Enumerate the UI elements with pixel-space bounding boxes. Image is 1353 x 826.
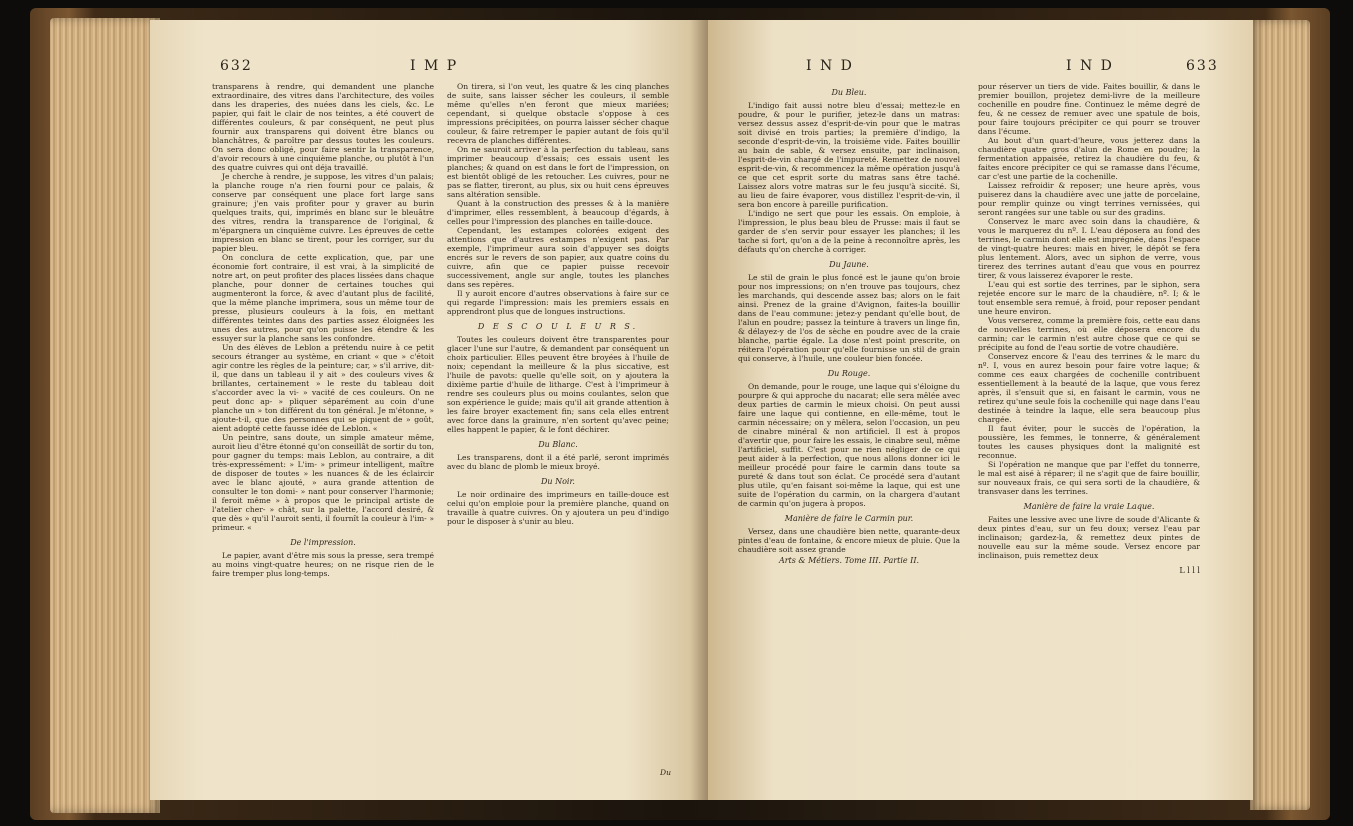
paragraph: Quant à la construction des presses & à la manière d'imprimer, elles ressemblent, à beaucoup d'égards, à celles pour l'impression des planches en taille-douce. [447, 199, 669, 226]
paragraph: Le noir ordinaire des imprimeurs en taille-douce est celui qu'on emploie pour la première planche, quand on travaille à quatre cuivres. On y ajoutera un peu d'indigo pour le disposer à s'unir au bleu. [447, 490, 669, 526]
signature-mark: L l l l [1179, 566, 1200, 575]
paragraph: Le stil de grain le plus foncé est le jaune qu'on broie pour nos impressions; on n'en trouve pas toujours, chez les marchands, qui descende assez bas; alors on le fait ainsi. Prenez de la graine d'Avignon, faites-la bouillir dans de l'eau commune: jetez-y pendant qu'elle bout, de l'alun en poudre; passez la teinture à travers un linge fin, & délayez-y de l'os de sèche en poudre avec de la craie blanche, partie égale. La dose n'est point prescrite, on réitera l'opération pour qu'elle fournisse un stil de grain qui conserve, à l'huile, une couleur bien foncée. [738, 273, 960, 363]
paragraph: Un peintre, sans doute, un simple amateur même, auroit lieu d'être étonné qu'on conseillât de sortir du ton, pour gagner du temps: mais Leblon, au contraire, a dit très-expressément: » L'im- » primeur intelligent, maître de disposer de toutes » les nuances & de les éclaircir avec le blanc ajouté, » aura grande attention de consulter le ton domi- » nant pour conserver l'harmonie; il feroit même » à propos que le principal artiste de l'atelier cher- » chât, sur la palette, l'accord desiré, & que dès » qu'il l'auroit senti, il fournît la couleur à l'im- » primeur. « [212, 433, 434, 532]
paragraph: Je cherche à rendre, je suppose, les vitres d'un palais; la planche rouge n'a rien fourni pour ce palais, & conserve par conséquent une place fort large sans grainure; j'en vais profiter pour y graver au burin quelques traits, qui, imprimés en blanc sur le bleuâtre des vitres, rendra la transparence de l'original, & m'épargnera un cinquième cuivre. Les épreuves de cette impression en blanc se tirent, pour les corriger, sur du papier bleu. [212, 172, 434, 253]
paragraph: Au bout d'un quart-d'heure, vous jetterez dans la chaudière quatre gros d'alun de Rome en poudre; la fermentation appaisée, retirez la chaudière du feu, & faites encore précipiter ce qui se ramasse dans l'écume, car c'est une partie de la cochenille. [978, 136, 1200, 181]
section-heading: Du Jaune. [829, 260, 869, 269]
section-heading: Du Noir. [541, 477, 575, 486]
running-head-right-left: I N D [806, 58, 854, 74]
left-column-2 [447, 82, 669, 526]
paragraph: pour réserver un tiers de vide. Faites bouillir, & dans le premier bouillon, projetez demi-livre de la meilleure cochenille en poudre fine. Continuez le même degré de feu, & ne cessez de remuer avec une spatule de bois, pour faire toujours précipiter ce qui pourr se trouver dans l'écume. [978, 82, 1200, 136]
left-page [150, 20, 710, 800]
right-column-1 [738, 82, 960, 569]
paragraph: Cependant, les estampes colorées exigent des attentions que d'autres estampes n'exigent pas. Par exemple, l'imprimeur aura soin d'appuyer ses doigts encrés sur le revers de son papier, aux quatre coins du cuivre, afin que ce papier puisse recevoir successivement, angle sur angle, toutes les planches dans ses repères. [447, 226, 669, 289]
left-column-1 [212, 82, 434, 578]
section-heading: Du Blanc. [538, 440, 578, 449]
section-heading: Du Rouge. [827, 369, 871, 378]
paragraph: Il faut éviter, pour le succès de l'opération, la poussière, les femmes, le tonnerre, & généralement toutes les causes physiques dont la malignité est reconnue. [978, 424, 1200, 460]
right-page [708, 20, 1253, 800]
page-edges-left [50, 18, 160, 813]
section-heading: Manière de faire le Carmin pur. [784, 514, 914, 523]
page-edges-right [1250, 20, 1310, 810]
paragraph: On demande, pour le rouge, une laque qui s'éloigne du pourpre & qui approche du nacarat; elle sera mêlée avec deux parties de carmin le mieux choisi. On peut aussi faire une laque qui contienne, en elle-même, tout le carmin nécessaire; on y mêlera, selon l'occasion, un peu de cinabre minéral & non artificiel. Il est à propos d'avertir que, pour faire les essais, le cinabre seul, même l'artificiel, suffit. C'est pour ne rien négliger de ce qui peut aider à la perfection, que nous allons donner ici le meilleur procédé pour faire le carmin dans toute sa pureté & dans tout son éclat. Ce procédé sera d'autant plus utile, qu'en faisant soi-même la laque, qui est une suite de l'opération du carmin, on la chargera d'autant de carmin qu'on jugera à propos. [738, 382, 960, 508]
running-head-right-right: I N D [1066, 58, 1114, 74]
paragraph: Le papier, avant d'être mis sous la presse, sera trempé au moins vingt-quatre heures; on ne risque rien de le faire tremper plus long-temps. [212, 551, 434, 578]
paragraph: transparens à rendre, qui demandent une planche extraordinaire, des vitres dans l'architecture, des voiles dans les draperies, des nuées dans les ciels, &c. Le papier, qui fait le clair de nos teintes, a été couvert de différentes couleurs, & par conséquent, ne peut plus fournir aux transparens qui doivent être blancs ou blanchâtres, & paroître par dessus toutes les couleurs. On sera donc obligé, pour faire sentir la transparence, d'avoir recours à une cinquième planche, ou plutôt à l'un des quatre cuivres qui ont déja travaillé. [212, 82, 434, 172]
section-heading: De l'impression. [290, 538, 356, 547]
paragraph: On conclura de cette explication, que, par une économie fort contraire, il est vrai, à la simplicité de notre art, on peut profiter des places lissées dans chaque planche, pour donner de certaines touches qui augmenteront la force, & avec d'autant plus de facilité, que la même planche imprimera, sous un même tour de presse, plusieurs couleurs à la fois, en mettant différentes teintes dans des parties assez éloignées les unes des autres, pour qu'on puisse les étendre & les essuyer sur la planche sans les confondre. [212, 253, 434, 343]
section-heading: D E S C O U L E U R S. [477, 322, 639, 331]
paragraph: L'indigo ne sert que pour les essais. On emploie, à l'impression, le plus beau bleu de Prusse: mais il faut se garder de s'en servir pour essayer les planches; il les tache si fort, qu'on a de la peine à reconnoître après, les défauts qu'on cherche à corriger. [738, 209, 960, 254]
paragraph: Il y auroit encore d'autres observations à faire sur ce qui regarde l'impression: mais les premiers essais en apprendront plus que de longues instructions. [447, 289, 669, 316]
page-footer: Arts & Métiers. Tome III. Partie II. [778, 556, 920, 565]
paragraph: L'indigo fait aussi notre bleu d'essai; mettez-le en poudre, & pour le purifier, jetez-le dans un matras: versez dessus assez d'esprit-de-vin pour que le matras soit divisé en trois parties; la première d'indigo, la seconde d'esprit-de-vin, la troisième vide. Faites bouillir au bain de sable, & versez ensuite, par inclinaison, l'esprit-de-vin chargé de l'impureté. Remettez de nouvel esprit-de-vin, & recommencez la même opération jusqu'à ce que cet esprit sorte du matras sans être taché. Laissez alors votre matras sur le feu jusqu'à siccité. Si, au lieu de faire évaporer, vous distillez l'esprit-de-vin, il sera bon encore à pareille purification. [738, 101, 960, 209]
paragraph: On tirera, si l'on veut, les quatre & les cinq planches de suite, sans laisser sécher les couleurs, il semble même qu'elles n'en feront que mieux mariées; cependant, si quelque obstacle s'oppose à ces impressions précipitées, on pourra laisser sécher chaque couleur, & faire retremper le papier autant de fois qu'il recevra de planches différentes. [447, 82, 669, 145]
paragraph: Faites une lessive avec une livre de soude d'Alicante & deux pintes d'eau, sur un feu doux; versez l'eau par inclinaison; gardez-la, & remettez deux pintes de nouvelle eau sur la même soude. Versez encore par inclinaison, puis remettez deux [978, 515, 1200, 560]
paragraph: Versez, dans une chaudière bien nette, quarante-deux pintes d'eau de fontaine, & encore mieux de pluie. Que la chaudière soit assez grande [738, 527, 960, 554]
paragraph: Conservez encore & l'eau des terrines & le marc du nº. I, vous en aurez besoin pour faire votre laque; & comme ces eaux chargées de cochenille contribuent essentiellement à la beauté de la laque, que vous ferez après, il s'ensuit que si, en faisant le carmin, vous ne retirez qu'une seule fois la cochenille qui nage dans l'eau destinée à teindre la laque, elle sera beaucoup plus chargée. [978, 352, 1200, 424]
open-book [30, 8, 1330, 820]
section-heading: Du Bleu. [831, 88, 867, 97]
paragraph: L'eau qui est sortie des terrines, par le siphon, sera rejetée encore sur le marc de la chaudière, nº. I; & le tout ensemble sera remué, à froid, pour reposer pendant une heure environ. [978, 280, 1200, 316]
paragraph: Laissez refroidir & reposer; une heure après, vous puiserez dans la chaudière avec une jatte de porcelaine, pour remplir quinze ou vingt terrines vernissées, qui seront rangées sur une table ou sur des gradins. [978, 181, 1200, 217]
paragraph: Les transparens, dont il a été parlé, seront imprimés avec du blanc de plomb le mieux broyé. [447, 453, 669, 471]
section-heading: Manière de faire la vraie Laque. [1023, 502, 1155, 511]
paragraph: Un des élèves de Leblon a prétendu nuire à ce petit secours étranger au système, en criant « que » c'étoit agir contre les règles de la peinture; car, » s'il arrive, dit-il, que dans un tableau il y ait » des couleurs vives & brillantes, certainement » le reste du tableau doit s'accorder avec la vi- » vacité de ces couleurs. On ne peut donc ap- » pliquer séparément au coin d'une planche un » ton différent du ton général. Je m'étonne, » ajoute-t-il, que des personnes qui se piquent de » goût, aient adopté cette fausse idée de Leblon. « [212, 343, 434, 433]
page-number-right: 633 [1186, 58, 1219, 74]
paragraph: Toutes les couleurs doivent être transparentes pour glacer l'une sur l'autre, & demandent par conséquent un choix particulier. Elles peuvent être broyées à l'huile de noix; cependant la meilleure & la plus siccative, est l'huile de pavots: quelle qu'elle soit, on y ajoutera la dixième partie d'huile de litharge. C'est à l'imprimeur à rendre ses couleurs plus ou moins coulantes, selon que son expérience le guide; mais qu'il ait grande attention à les faire broyer exactement fin; sans cela elles entrent avec force dans la grainure, n'en sortent qu'avec peine; elles happent le papier, & le font déchirer. [447, 335, 669, 434]
running-head-left: I M P [410, 58, 459, 74]
catchword: Du [660, 768, 671, 777]
paragraph: On ne sauroit arriver à la perfection du tableau, sans imprimer beaucoup d'essais; ces essais usent les planches; & quand on est dans le fort de l'impression, on est bientôt obligé de les retoucher. Les cuivres, pour ne pas se flatter, tireront, au plus, six ou huit cens épreuves sans altération sensible. [447, 145, 669, 199]
page-number-left: 632 [220, 58, 253, 74]
right-column-2 [978, 82, 1200, 579]
paragraph: Vous verserez, comme la première fois, cette eau dans de nouvelles terrines, où elle déposera encore du carmin; car le carmin n'est autre chose que ce qui se précipite au fond de l'eau sortie de votre chaudière. [978, 316, 1200, 352]
paragraph: Si l'opération ne manque que par l'effet du tonnerre, le mal est aisé à réparer; il ne s'agit que de faire bouillir, sur nouveaux frais, ce qui sera sorti de la chaudière, & transvaser dans les terrines. [978, 460, 1200, 496]
paragraph: Conservez le marc avec soin dans la chaudière, & vous le marquerez du nº. I. L'eau déposera au fond des terrines, le carmin dont elle est imprégnée, dans l'espace de vingt-quatre heures: mais en hiver, le dépôt se fera plus lentement. Alors, avec un siphon de verre, vous tirerez des terrines autant d'eau que vous en pourrez tirer, & vous laisserez évaporer le reste. [978, 217, 1200, 280]
